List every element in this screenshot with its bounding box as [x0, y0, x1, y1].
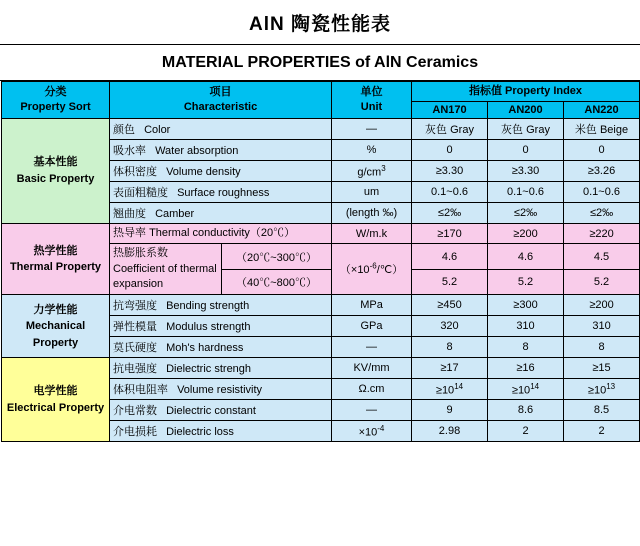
row-unit-dielectric-strength: KV/mm [332, 358, 412, 379]
header-sort-en: Property Sort [20, 100, 91, 113]
row-label-dielectric-constant [110, 400, 332, 421]
value-thermal-conductivity-an220: ≥220 [564, 223, 640, 243]
value-volume-resistivity-an220: $\ge 10^{13}$ [564, 379, 640, 400]
row-label-thermal-expansion [110, 244, 222, 295]
value-color-an220: 米色 Beige [564, 118, 640, 139]
row-label-water-absorption-cn: 吸水率 [113, 144, 146, 157]
expansion-range-2-label: （40℃~800℃） [222, 269, 332, 295]
value-surface-roughness-an220: 0.1~0.6 [564, 181, 640, 202]
row-label-dielectric-loss [110, 421, 332, 442]
value-expansion-r1-an220: 4.5 [564, 244, 640, 270]
row-label-bending-strength [110, 295, 332, 316]
row-label-color [110, 118, 332, 139]
value-modulus-strength-an170: 320 [412, 316, 488, 337]
value-dielectric-constant-an200: 8.6 [488, 400, 564, 421]
row-label-volume-density-en: Volume density [166, 165, 241, 178]
row-unit-dielectric-constant: — [332, 400, 412, 421]
group-electrical-cn: 电学性能 [33, 385, 78, 398]
row-label-camber [110, 202, 332, 223]
group-mechanical-cn: 力学性能 [33, 303, 78, 316]
group-thermal-en: Thermal Property [9, 261, 102, 274]
row-label-mohs-hardness-en: Moh's hardness [166, 342, 244, 355]
value-camber-an200: ≤2‰ [488, 202, 564, 223]
value-dielectric-strength-an200: ≥16 [488, 358, 564, 379]
header-col-an220: AN220 [564, 101, 640, 118]
value-expansion-r2-an220: 5.2 [564, 269, 640, 295]
value-water-absorption-an200: 0 [488, 139, 564, 160]
value-bending-strength-an200: ≥300 [488, 295, 564, 316]
row-unit-thermal-conductivity: W/m.k [332, 223, 412, 243]
row-unit-modulus-strength: GPa [332, 316, 412, 337]
value-surface-roughness-an170: 0.1~0.6 [412, 181, 488, 202]
value-expansion-r1-an170: 4.6 [412, 244, 488, 270]
row-unit-mohs-hardness: — [332, 337, 412, 358]
value-color-an200: 灰色 Gray [488, 118, 564, 139]
group-mechanical-property [2, 295, 110, 358]
table-row [2, 295, 640, 316]
group-thermal-property [2, 223, 110, 295]
row-label-surface-roughness-en: Surface roughness [177, 186, 270, 199]
value-expansion-r2-an170: 5.2 [412, 269, 488, 295]
value-dielectric-constant-an220: 8.5 [564, 400, 640, 421]
table-row [2, 358, 640, 379]
row-label-volume-density-cn: 体积密度 [113, 165, 157, 178]
row-unit-camber: (length ‰) [332, 202, 412, 223]
row-label-dielectric-strength-cn: 抗电强度 [113, 363, 157, 376]
value-dielectric-strength-an170: ≥17 [412, 358, 488, 379]
value-bending-strength-an220: ≥200 [564, 295, 640, 316]
row-unit-color: — [332, 118, 412, 139]
header-unit-en: Unit [360, 100, 383, 113]
header-sort-cn: 分类 [44, 86, 67, 99]
row-label-color-cn: 颜色 [113, 123, 135, 136]
row-label-camber-en: Camber [155, 207, 195, 220]
row-label-thermal-conductivity-cn: 热导率 [113, 226, 146, 239]
row-label-surface-roughness-cn: 表面粗糙度 [113, 186, 168, 199]
properties-table [1, 81, 640, 442]
table-row [2, 118, 640, 139]
value-water-absorption-an170: 0 [412, 139, 488, 160]
group-electrical-property [2, 358, 110, 442]
table-row [2, 223, 640, 243]
row-label-modulus-strength-en: Modulus strength [166, 321, 251, 334]
row-unit-dielectric-loss: $\times 10^{-4}$ [332, 421, 412, 442]
row-label-dielectric-strength [110, 358, 332, 379]
value-bending-strength-an170: ≥450 [412, 295, 488, 316]
value-dielectric-loss-an170: 2.98 [412, 421, 488, 442]
value-dielectric-loss-an220: 2 [564, 421, 640, 442]
value-thermal-conductivity-an170: ≥170 [412, 223, 488, 243]
group-basic-property [2, 118, 110, 223]
group-thermal-cn: 热学性能 [33, 244, 78, 257]
expansion-range-1-label: （20℃~300℃） [222, 244, 332, 270]
group-electrical-en: Electrical Property [6, 401, 105, 414]
value-surface-roughness-an200: 0.1~0.6 [488, 181, 564, 202]
header-characteristic [110, 82, 332, 119]
value-color-an170: 灰色 Gray [412, 118, 488, 139]
row-label-dielectric-strength-en: Dielectric strengh [166, 363, 252, 376]
value-expansion-r1-an200: 4.6 [488, 244, 564, 270]
row-label-thermal-expansion-en: Coefficient of thermal expansion [113, 262, 217, 291]
table-body [2, 118, 640, 442]
row-label-modulus-strength [110, 316, 332, 337]
header-property-sort [2, 82, 110, 119]
header-char-cn: 项目 [209, 86, 232, 99]
row-unit-surface-roughness: um [332, 181, 412, 202]
row-label-bending-strength-cn: 抗弯强度 [113, 300, 157, 313]
value-water-absorption-an220: 0 [564, 139, 640, 160]
row-label-bending-strength-en: Bending strength [166, 300, 250, 313]
page-title-cn: AlN 陶瓷性能表 [0, 0, 640, 45]
row-label-dielectric-constant-en: Dielectric constant [166, 405, 256, 418]
header-char-en: Characteristic [183, 100, 258, 113]
row-label-thermal-conductivity-en: Thermal conductivity（20℃） [149, 226, 296, 239]
row-label-thermal-expansion-cn: 热膨胀系数 [113, 247, 168, 260]
header-col-an200: AN200 [488, 101, 564, 118]
title-block [0, 0, 640, 81]
row-unit-volume-resistivity: Ω.cm [332, 379, 412, 400]
row-label-volume-density [110, 160, 332, 181]
group-mechanical-en: Mechanical Property [25, 320, 86, 349]
value-modulus-strength-an200: 310 [488, 316, 564, 337]
row-label-color-en: Color [144, 123, 171, 136]
value-volume-density-an220: ≥3.26 [564, 160, 640, 181]
row-unit-water-absorption: % [332, 139, 412, 160]
header-property-index: 指标值 Property Index [412, 82, 640, 102]
row-label-volume-resistivity-en: Volume resistivity [177, 384, 263, 397]
row-label-volume-resistivity-cn: 体积电阻率 [113, 384, 168, 397]
value-dielectric-strength-an220: ≥15 [564, 358, 640, 379]
value-camber-an220: ≤2‰ [564, 202, 640, 223]
group-basic-en: Basic Property [16, 172, 95, 185]
page-title-en: MATERIAL PROPERTIES of AlN Ceramics [0, 45, 640, 81]
row-label-dielectric-loss-cn: 介电损耗 [113, 426, 157, 439]
value-modulus-strength-an220: 310 [564, 316, 640, 337]
row-label-mohs-hardness-cn: 莫氏硬度 [113, 342, 157, 355]
value-thermal-conductivity-an200: ≥200 [488, 223, 564, 243]
value-dielectric-loss-an200: 2 [488, 421, 564, 442]
header-row-1 [2, 82, 640, 102]
row-label-dielectric-constant-cn: 介电常数 [113, 405, 157, 418]
value-dielectric-constant-an170: 9 [412, 400, 488, 421]
row-label-thermal-conductivity [110, 223, 332, 243]
row-label-water-absorption [110, 139, 332, 160]
value-camber-an170: ≤2‰ [412, 202, 488, 223]
row-label-volume-resistivity [110, 379, 332, 400]
header-unit [332, 82, 412, 119]
header-unit-cn: 单位 [360, 86, 383, 99]
row-unit-bending-strength: MPa [332, 295, 412, 316]
value-expansion-r2-an200: 5.2 [488, 269, 564, 295]
value-volume-resistivity-an170: $\ge 10^{14}$ [412, 379, 488, 400]
row-label-dielectric-loss-en: Dielectric loss [166, 426, 234, 439]
value-mohs-hardness-an170: 8 [412, 337, 488, 358]
header-col-an170: AN170 [412, 101, 488, 118]
row-label-camber-cn: 翘曲度 [113, 207, 146, 220]
group-basic-cn: 基本性能 [33, 156, 78, 169]
value-volume-resistivity-an200: $\ge 10^{14}$ [488, 379, 564, 400]
row-label-modulus-strength-cn: 弹性模量 [113, 321, 157, 334]
value-volume-density-an170: ≥3.30 [412, 160, 488, 181]
row-label-mohs-hardness [110, 337, 332, 358]
row-unit-thermal-expansion: $(\times 10^{-6}/℃)$ [332, 244, 412, 295]
row-unit-volume-density: $g/cm^3$ [332, 160, 412, 181]
value-mohs-hardness-an200: 8 [488, 337, 564, 358]
row-label-water-absorption-en: Water absorption [155, 144, 239, 157]
row-label-surface-roughness [110, 181, 332, 202]
table-head [2, 82, 640, 119]
value-mohs-hardness-an220: 8 [564, 337, 640, 358]
value-volume-density-an200: ≥3.30 [488, 160, 564, 181]
